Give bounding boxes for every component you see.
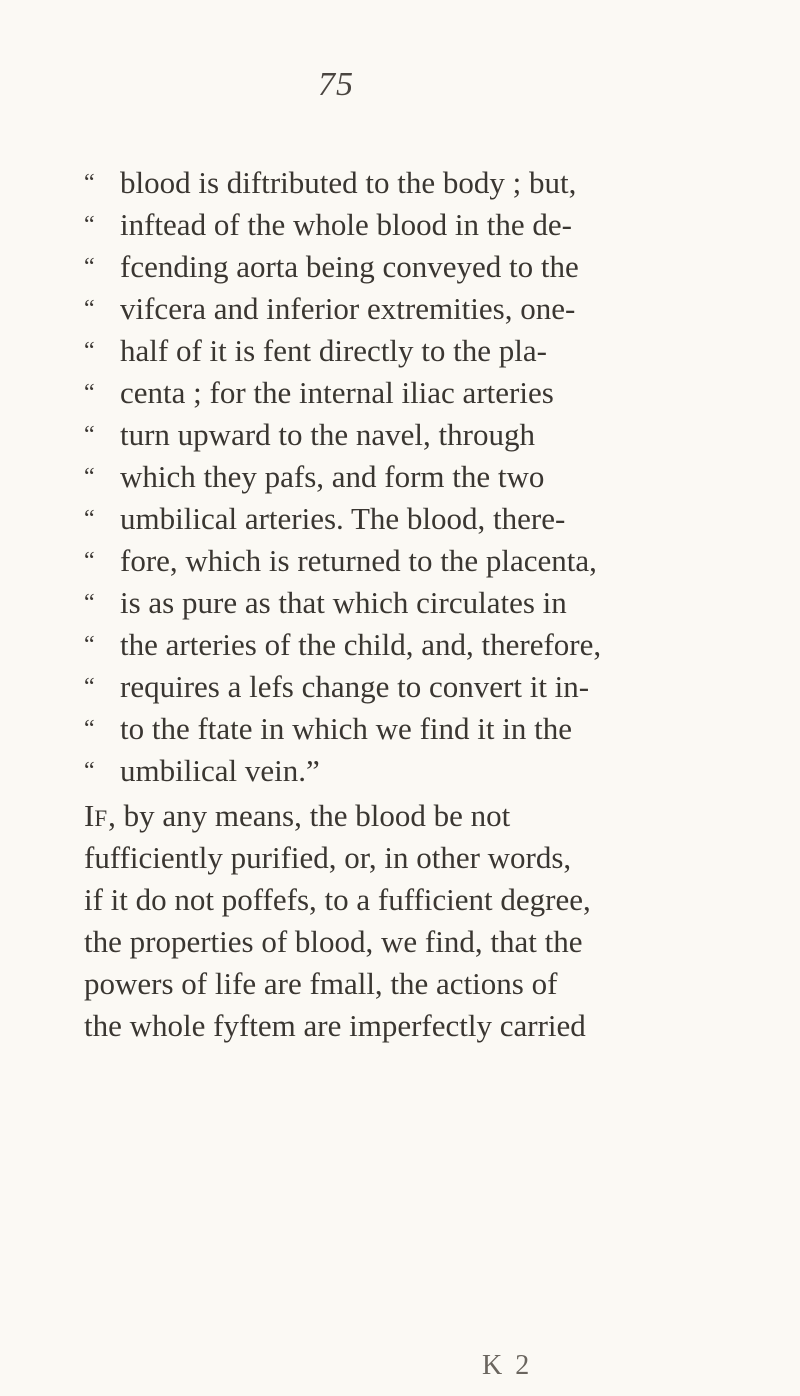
quote-line bbox=[84, 414, 754, 456]
quote-mark: “ bbox=[84, 674, 95, 700]
quote-line-text: fore, which is returned to the placenta, bbox=[120, 543, 597, 578]
quote-mark: “ bbox=[84, 758, 95, 784]
quote-line-text: requires a lefs change to convert it in- bbox=[120, 669, 590, 704]
quote-line-text: umbilical vein.” bbox=[120, 753, 320, 788]
quote-mark: “ bbox=[84, 212, 95, 238]
drop-initial: I bbox=[84, 798, 95, 833]
quote-line-text: turn upward to the navel, through bbox=[120, 417, 535, 452]
paragraph-line: if it do not poffefs, to a fufficient degree, bbox=[84, 882, 591, 917]
quote-mark: “ bbox=[84, 296, 95, 322]
quote-line bbox=[84, 246, 754, 288]
paragraph-line: the whole fyftem are imperfectly carried bbox=[84, 1008, 586, 1043]
quote-line bbox=[84, 330, 754, 372]
quote-line bbox=[84, 456, 754, 498]
page-number: 75 bbox=[318, 66, 354, 103]
quote-line-text: centa ; for the internal iliac arteries bbox=[120, 375, 554, 410]
quote-line-text: the arteries of the child, and, therefore, bbox=[120, 627, 602, 662]
quote-line bbox=[84, 708, 754, 750]
quote-mark: “ bbox=[84, 590, 95, 616]
quote-mark: “ bbox=[84, 716, 95, 742]
quote-line-text: umbilical arteries. The blood, there- bbox=[120, 501, 566, 536]
quote-line-text: half of it is fent directly to the pla- bbox=[120, 333, 547, 368]
quote-line bbox=[84, 372, 754, 414]
quote-line bbox=[84, 582, 754, 624]
body-paragraph bbox=[84, 795, 754, 1047]
quote-line bbox=[84, 540, 754, 582]
paragraph-line-text: , by any means, the blood be not bbox=[108, 798, 511, 833]
quote-line bbox=[84, 498, 754, 540]
quote-line-text: blood is diftributed to the body ; but, bbox=[120, 165, 577, 200]
paragraph-line: the properties of blood, we find, that the bbox=[84, 924, 583, 959]
quote-mark: “ bbox=[84, 338, 95, 364]
quote-line bbox=[84, 750, 754, 792]
quote-line bbox=[84, 624, 754, 666]
quote-mark: “ bbox=[84, 548, 95, 574]
quote-line-text: inftead of the whole blood in the de- bbox=[120, 207, 572, 242]
quote-line bbox=[84, 162, 754, 204]
quote-mark: “ bbox=[84, 422, 95, 448]
quote-line bbox=[84, 666, 754, 708]
quote-mark: “ bbox=[84, 506, 95, 532]
quote-line-text: which they pafs, and form the two bbox=[120, 459, 545, 494]
quote-mark: “ bbox=[84, 170, 95, 196]
paragraph-line: fufficiently purified, or, in other words, bbox=[84, 840, 572, 875]
quote-line-text: fcending aorta being conveyed to the bbox=[120, 249, 579, 284]
quoted-passage bbox=[84, 162, 754, 792]
small-caps-rest: F bbox=[94, 806, 109, 831]
signature-mark: K 2 bbox=[482, 1350, 533, 1381]
quote-line-text: to the ftate in which we find it in the bbox=[120, 711, 572, 746]
quote-mark: “ bbox=[84, 464, 95, 490]
quote-line bbox=[84, 204, 754, 246]
paragraph-line bbox=[84, 795, 754, 837]
quote-line-text: is as pure as that which circulates in bbox=[120, 585, 567, 620]
quote-line-text: vifcera and inferior extremities, one- bbox=[120, 291, 576, 326]
quote-mark: “ bbox=[84, 632, 95, 658]
paragraph-line: powers of life are fmall, the actions of bbox=[84, 966, 558, 1001]
quote-mark: “ bbox=[84, 380, 95, 406]
quote-mark: “ bbox=[84, 254, 95, 280]
quote-line bbox=[84, 288, 754, 330]
